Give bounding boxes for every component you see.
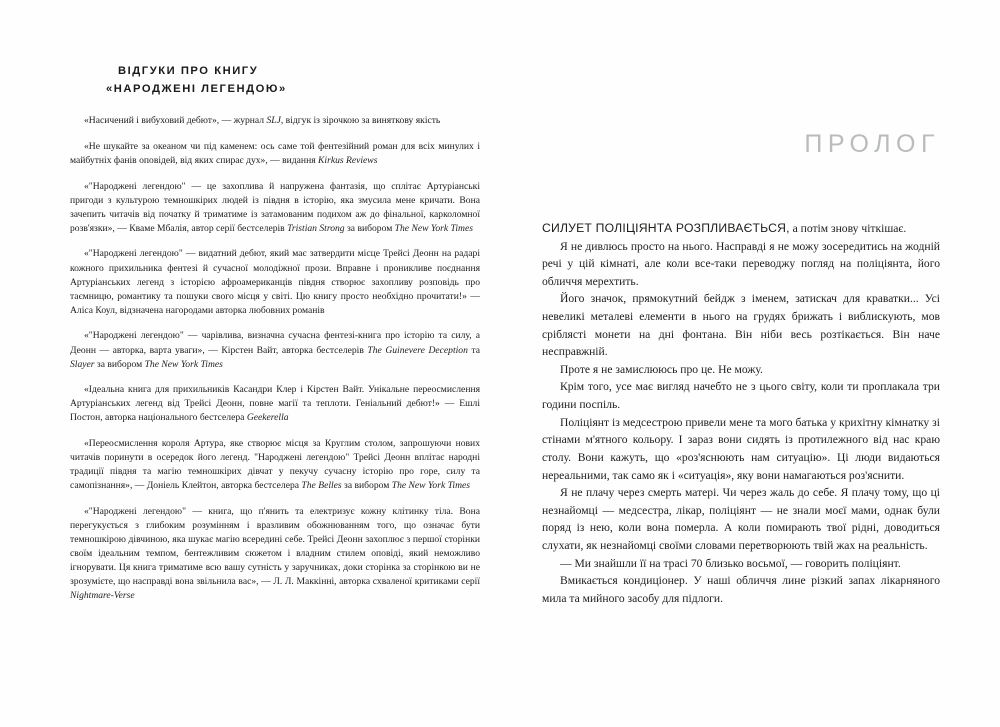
prologue-body	[542, 219, 940, 607]
blurb-item: «Не шукайте за океаном чи під каменем: ось саме той фентезійний роман для всіх минулих і майбутніх фанів оповідей, від яких спирає дух», — видання Kirkus Reviews	[70, 140, 480, 166]
right-page	[500, 0, 1000, 727]
blurb-item: «"Народжені легендою" — чарівлива, визначна сучасна фентезі-книга про історію та силу, а Деонн — авторка, варта уваги», — Кірстен Вайт, авторка бестселерів The Guinevere Deception та Slayer за вибором The New York Times	[70, 330, 481, 370]
paragraph: Проте я не замислююсь про це. Не можу.	[560, 362, 763, 376]
paragraph: Його значок, прямокутний бейдж з іменем, затискач для краватки... Усі невеликі металеві елементи в нього на грудях брижать і виблискують, мов сріблясті монети на дні фонтана. Він ніби весь розтікається. Він наче несправжній.	[542, 292, 940, 359]
paragraph: Вмикається кондиціонер. У наші обличчя лине різкий запах лікарняного мила та мийного засобу для підлоги.	[542, 574, 940, 605]
blurb-list	[70, 114, 480, 603]
praise-heading	[70, 62, 480, 98]
opening-rest: а потім знову чіткішає.	[789, 222, 907, 235]
prologue-title: ПРОЛОГ	[804, 130, 940, 158]
praise-heading-line-1: ВІДГУКИ ПРО КНИГУ	[118, 65, 259, 77]
blurb-item: «Насичений і вибуховий дебют», — журнал SLJ, відгук із зірочкою за виняткову якість	[84, 115, 441, 127]
paragraph-opening	[542, 219, 940, 238]
blurb-item: «"Народжені легендою" — видатний дебют, який має затвердити місце Трейсі Деонн на радарі кожного прихильника фентезі й сучасної молодіжної прози. Вправне і проникливе поєднання Артуріанських легенд з історією афроамериканців півдня створює захопливу розповідь про таємницю, романтику та пошуки свого місця у світі. Цю книгу просто необхідно прочитати!» — Аліса Коул, відзначена нагородами авторка любовних романів	[70, 248, 480, 316]
praise-heading-line-2: «НАРОДЖЕНІ ЛЕГЕНДОЮ»	[106, 83, 287, 96]
paragraph: Крім того, усе має вигляд начебто не з цього світу, коли ти проплакала три години поспіль.	[542, 380, 940, 412]
blurb-item: «Переосмислення короля Артура, яке створює місця за Круглим столом, запрошуючи нових читачів поринути в осередок його легенд. "Народжені легендою" Трейсі Деонн вплітає народні традиції півдня та магію темношкірих дівчат у пекучу сучасну історію про горе, силу та самопізнання», — Доніель Клейтон, авторка бестселера The Belles за вибором The New York Times	[70, 437, 480, 492]
paragraph: Поліціянт із медсестрою привели мене та мого батька у крихітну кімнатку зі стінами м'ятного кольору. І зараз вони сидять із протилежного від нас краю столу. Вони кажуть, що «роз'яснюють нам ситуацію». Ці люди видаються нереальними, так само як і «ситуація», яку вони намагаються роз'яснити.	[542, 415, 940, 482]
paragraph: Я не дивлюсь просто на нього. Насправді я не можу зосередитись на жодній речі у цій кімнаті, але коли все-таки переводжу погляд на поліціянта, його обличчя мерехтить.	[542, 239, 940, 288]
paragraph-dialogue: — Ми знайшли її на трасі 70 близько восьмої, — говорить поліціянт.	[560, 556, 901, 570]
paragraph: Я не плачу через смерть матері. Чи через жаль до себе. Я плачу тому, що ці незнайомці — медсестра, лікар, поліціянт — не знали моєї мами, однак були поряд із нею, коли вона померла. А коли помирають твої рідні, доводиться слухати, як незнайомці своїми словами перетворюють твій жах на реальність.	[542, 486, 940, 552]
blurb-item: «Ідеальна книга для прихильників Касандри Клер і Кірстен Вайт. Унікальне переосмислення Артуріанських легенд від Трейсі Деонн, повне магії та теплоти. Геніальний дебют!» — Ешлі Постон, авторка національного бестселера Geekerella	[70, 384, 480, 424]
blurb-item: «"Народжені легендою" — це захоплива й напружена фантазія, що сплітає Артуріанські пригоди з культурою темношкірих людей із півдня в історію, яка змусила мене кричати. Вона зачепить читачів від початку й триматиме із затамованим подихом аж до фінальної, карколомної розв'язки», — Кваме Мбалія, автор серії бестселерів Tristian Strong за вибором The New York Times	[70, 180, 480, 234]
blurb-item: «"Народжені легендою" — книга, що п'янить та електризує кожну клітинку тіла. Вона перегукується з глибоким розумінням і вразливим обожнюванням того, що означає бути темношкірою дівчиною, яка шукає магію всередині себе. Трейсі Деонн захоплює з першої сторінки своїм ідеальним темпом, бентежливим сюжетом і владним стилем оповіді, який неможливо ігнорувати. Ця книга триматиме всю вашу сутність у заручниках, доки сторінка за сторінкою ви не зрозумієте, що насправді вона звільнила вас», — Л. Л. Маккінні, авторка схваленої критиками серії Nightmare-Verse	[70, 505, 480, 602]
opening-small-caps: СИЛУЕТ ПОЛІЦІЯНТА РОЗПЛИВАЄТЬСЯ,	[542, 221, 790, 235]
